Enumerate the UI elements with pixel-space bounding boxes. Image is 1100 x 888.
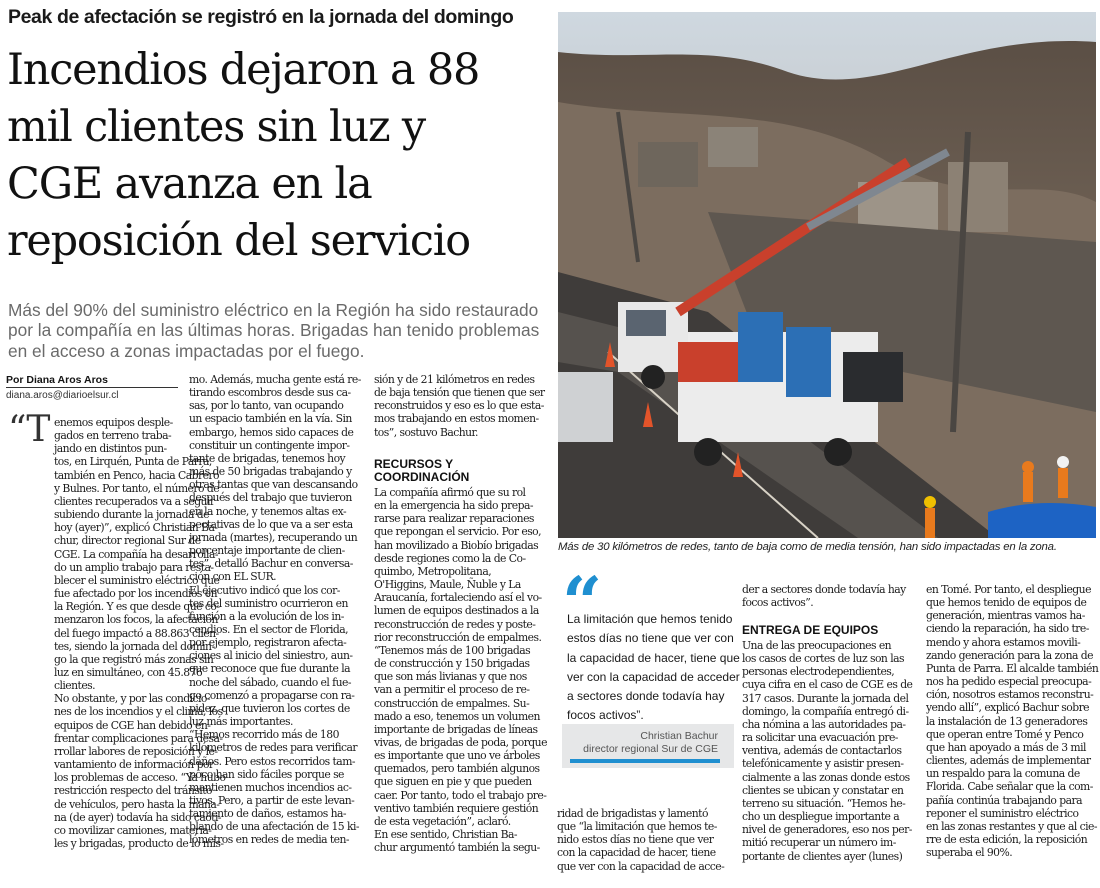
article-line: tos”, sostuvo Bachur.	[374, 425, 478, 439]
article-line: superaba el 90%.	[926, 846, 1013, 860]
article-line: los problemas de acceso. “Ya hubo	[54, 771, 226, 785]
article-column-1	[54, 416, 226, 850]
article-line: que “la limitación que hemos te-	[557, 820, 717, 834]
article-line: pectativas de lo que va a ser esta	[189, 517, 353, 531]
article-line: CGE. La compañía ha desarrolla-	[54, 547, 218, 561]
article-line: mitió recuperar un número im-	[742, 836, 896, 850]
article-line: después del trabajo que tuvieron	[189, 491, 352, 505]
article-line: cendios. En el sector de Florida,	[189, 622, 349, 636]
pull-quote	[567, 610, 740, 726]
article-line: la Región. Y es que desde que co-	[54, 600, 220, 614]
article-line: blando de una afectación de 15 ki-	[189, 820, 359, 834]
article-line: les y brigadas, producto de lo mis-	[54, 837, 224, 850]
article-line: cialmente a las zonas donde estos	[742, 770, 910, 784]
author-email[interactable]: diana.aros@diarioelsur.cl	[6, 390, 119, 401]
article-line: la instalación de 13 generadores	[926, 714, 1088, 728]
article-line: un espacio también en la vía. Sin	[189, 412, 352, 426]
article-line: portante de clientes ayer (lunes)	[742, 849, 903, 863]
article-column-6	[926, 583, 1098, 859]
article-line: noche del sábado, cuando el fue-	[189, 675, 351, 689]
article-line: de construcción y 150 brigadas	[374, 657, 530, 671]
article-line: en la noche, y tenemos altas ex-	[189, 504, 347, 518]
article-line: reconstrucción de redes y poste-	[374, 617, 536, 631]
article-line: pidez, que tuvieron los cortes de	[189, 701, 350, 715]
article-line: ra solicitar una evacuación pre-	[742, 731, 898, 745]
article-line: Florida. Cabe señalar que la com-	[926, 780, 1093, 794]
article-line: clientes se ubican y constatar en	[742, 783, 904, 797]
article-line: der a sectores donde todavía hay	[742, 583, 906, 596]
article-line: jando en distintos pun-	[54, 442, 167, 456]
article-line: reconstruidos y eso es lo que esta-	[374, 399, 544, 413]
article-line: los casos de cortes de luz son las	[742, 652, 904, 666]
pull-quote-line: estos días no tiene que ver con	[567, 631, 734, 646]
article-line: domingo, la compañía entregó di-	[742, 704, 909, 718]
article-line: ridad de brigadistas y lamentó	[557, 807, 708, 820]
article-line: co movilizar camiones, materia-	[54, 823, 212, 837]
article-column-4	[557, 807, 733, 873]
article-line: yendo allí”, explicó Bachur sobre	[926, 701, 1090, 715]
subhead-line: COORDINACIÓN	[374, 470, 470, 484]
article-line: focos activos”.	[742, 596, 814, 610]
article-line: es importante que uno ve árboles	[374, 749, 540, 763]
article-line: clientes.	[54, 679, 96, 693]
article-line: que operan entre Tomé y Penco	[926, 727, 1084, 741]
article-line: tirando escombros desde sus ca-	[189, 386, 351, 400]
article-line: La compañía afirmó que su rol	[374, 486, 526, 499]
article-line: kilómetros de redes para verificar	[189, 741, 357, 755]
pull-quote-line: la capacidad de hacer, tiene que	[567, 650, 740, 665]
article-line: sas, por lo tanto, van ocupando	[189, 399, 344, 413]
photo-caption: Más de 30 kilómetros de redes, tanto de baja como de media tensión, han sido impactadas en la zona.	[558, 541, 1057, 553]
article-line: clientes recuperados va a seguir	[54, 494, 215, 508]
article-line: porcentaje importante de clien-	[189, 544, 345, 558]
article-column-5	[742, 639, 918, 863]
article-line: 317 casos. Durante la jornada del	[742, 691, 909, 705]
article-line: constituir un contingente impor-	[189, 438, 350, 452]
article-line: nos ha pedido especial preocupa-	[926, 675, 1092, 689]
article-line: menzaron los focos, la afectación	[54, 613, 218, 627]
article-line: nido estos días no tiene que ver	[557, 833, 714, 847]
article-line: sión y de 21 kilómetros en redes	[374, 373, 535, 386]
article-line: función a la evolución de los in-	[189, 609, 344, 623]
pull-quote-line: La limitación que hemos tenido	[567, 612, 733, 626]
article-line: go la que registró más zonas sin	[54, 652, 214, 666]
headline	[7, 42, 555, 270]
article-line: quimbo, Metropolitana,	[374, 564, 492, 578]
article-line: reponer el suministro eléctrico	[926, 806, 1079, 820]
article-line: mantienen muchos incendios ac-	[189, 780, 352, 794]
article-line: embargo, hemos sido capaces de	[189, 425, 354, 439]
quote-accent-bar	[570, 759, 720, 763]
article-line: Araucanía, fortaleciendo así el vo-	[374, 591, 542, 605]
article-line: luz en simultáneo, con 45.876	[54, 665, 203, 679]
article-line: del fuego impactó a 88.863 clien-	[54, 626, 219, 640]
article-line: que hemos tenido de equipos de	[926, 596, 1087, 610]
article-line: ción, nosotros estamos reconstru-	[926, 688, 1094, 702]
article-line: rrollar labores de reposición y le-	[54, 744, 218, 758]
article-line: enemos equipos desple-	[54, 416, 173, 429]
article-line: nes de los incendios y el clima, los	[54, 705, 223, 719]
article-line: van a permitir el proceso de re-	[374, 683, 530, 697]
article-line: mo. Además, mucha gente está re-	[189, 373, 361, 386]
article-line: que son más livianas y que nos	[374, 670, 527, 684]
article-line: cho un despliegue importante a	[742, 810, 900, 824]
article-line: de baja tensión que tienen que ser	[374, 386, 545, 400]
article-line: ciendo la reparación, ha sido tre-	[926, 622, 1089, 636]
article-line: tes”, detalló Bachur en conversa-	[189, 557, 353, 571]
article-line: equipos de CGE han debido en-	[54, 718, 211, 732]
article-line: que ver con la capacidad de acce-	[557, 859, 725, 873]
article-line: chur argumentó también la segu-	[374, 841, 540, 855]
article-column-3-top	[374, 373, 550, 439]
article-line: Una de las preocupaciones en	[742, 639, 892, 652]
article-line: que repongan el servicio. Por eso,	[374, 525, 542, 539]
article-line: tes del suministro ocurrieron en	[189, 596, 348, 610]
article-line: desde regiones como la de Co-	[374, 551, 526, 565]
article-line: mendo y ahora estamos movili-	[926, 635, 1081, 649]
article-line: otras tantas que van descansando	[189, 478, 358, 492]
article-column-5-top	[742, 583, 918, 609]
quote-marks-icon: “	[562, 561, 603, 644]
deck-line: Más del 90% del suministro eléctrico en la Región ha sido restaurado	[8, 300, 539, 320]
kicker: Peak de afectación se registró en la jornada del domingo	[8, 6, 514, 28]
article-column-3	[374, 486, 550, 854]
headline-line: mil clientes sin luz y	[7, 102, 425, 152]
deck-line: por la compañía en las últimas horas. Brigadas han tenido problemas	[8, 320, 540, 341]
fire-damage-photo	[558, 12, 1096, 538]
deck-line: en el acceso a zonas impactadas por el fuego.	[8, 340, 365, 361]
article-line: un respaldo para la comuna de	[926, 767, 1080, 781]
headline-line: Incendios dejaron a 88	[7, 45, 480, 95]
article-line: terreno su situación. “Hemos he-	[742, 796, 906, 810]
article-column-2	[189, 373, 365, 847]
article-line: cuya cifra en el caso de CGE es de	[742, 678, 913, 692]
article-line: han movilizado a Biobío brigadas	[374, 538, 539, 552]
subhead-recursos	[374, 458, 469, 484]
article-line: lómetros en redes de media ten-	[189, 833, 350, 847]
pull-quote-line: a sectores donde todavía hay	[567, 689, 725, 704]
article-line: na (de ayer) todavía ha sido caóti-	[54, 810, 221, 824]
article-line: blecer el suministro eléctrico que	[54, 573, 220, 587]
article-line: tamiento de daños, estamos ha-	[189, 807, 346, 821]
article-line: telefónicamente y asistir presen-	[742, 757, 904, 771]
quote-source-role: director regional Sur de CGE	[583, 743, 718, 755]
pull-quote-line: ver con la capacidad de acceder	[567, 669, 740, 684]
article-line: que siguen en pie y que pueden	[374, 775, 532, 789]
article-line: gados en terreno traba-	[54, 429, 172, 443]
article-line: vivas, de brigadas de poda, porque	[374, 735, 547, 749]
quote-source-name: Christian Bachur	[640, 730, 718, 742]
article-line: ventiva, además de contactarlos	[742, 744, 902, 758]
article-line: rarse para realizar reparaciones	[374, 512, 534, 526]
pull-quote-line: focos activos”.	[567, 708, 644, 723]
article-line: personas electrodependientes,	[742, 665, 895, 679]
article-line: rre de esta edición, la reposición	[926, 832, 1088, 846]
article-line: tivos. Pero, a partir de este levan-	[189, 794, 355, 807]
article-line: ción con EL SUR.	[189, 570, 277, 584]
article-line: pañía continúa trabajando para	[926, 793, 1083, 807]
article-line: tes, siendo la jornada del domin-	[54, 639, 215, 653]
article-line: cha nómina a las autoridades pa-	[742, 717, 906, 731]
article-line: jornada (martes), recuperando un	[189, 530, 358, 544]
article-line: con la capacidad de hacer, tiene	[557, 846, 716, 860]
article-line: importante de brigadas de líneas	[374, 722, 538, 736]
article-line: mado a eso, tenemos un volumen	[374, 709, 540, 723]
article-line: en Tomé. Por tanto, el despliegue	[926, 583, 1091, 596]
article-line: “Tenemos más de 100 brigadas	[374, 643, 531, 657]
article-line: nivel de generadores, eso nos per-	[742, 823, 912, 837]
article-line: en las zonas restantes y que al cie-	[926, 819, 1097, 833]
article-line: hoy (ayer)”, explicó Christian Ba-	[54, 521, 218, 535]
subhead-line: RECURSOS Y	[374, 457, 454, 471]
article-line: más de 50 brigadas trabajando y	[189, 465, 352, 479]
article-line: luz más importantes.	[189, 715, 293, 729]
subhead-entrega: ENTREGA DE EQUIPOS	[742, 623, 879, 637]
article-line: chur, director regional Sur de	[54, 534, 201, 548]
article-line: clientes, además de implementar	[926, 754, 1091, 768]
article-line: En ese sentido, Christian Ba-	[374, 828, 518, 842]
article-line: también en Penco, hacia Cabrero	[54, 468, 219, 482]
article-line: subiendo durante la jornada de	[54, 508, 209, 522]
article-line: “Hemos recorrido más de 180	[189, 728, 339, 742]
article-line: que han apoyado a más de 3 mil	[926, 740, 1086, 754]
article-line: do un amplio trabajo para resta-	[54, 560, 214, 574]
photo-illustration	[558, 12, 1096, 538]
article-line: daños. Pero estos recorridos tam-	[189, 754, 355, 768]
article-line: go comenzó a propagarse con ra-	[189, 688, 355, 702]
article-line: ventivo también requiere gestión	[374, 801, 539, 815]
headline-line: reposición del servicio	[7, 216, 470, 266]
article-line: mos trabajando en estos momen-	[374, 412, 539, 426]
article-line: tos, en Lirquén, Punta de Parra,	[54, 455, 212, 469]
article-line: rior reconstrucción de empalmes.	[374, 630, 542, 644]
article-line: quemados, pero también algunos	[374, 762, 540, 776]
article-line: caer. Por tanto, todo el trabajo pre-	[374, 788, 547, 802]
article-line: y Bulnes. Por tanto, el número de	[54, 481, 220, 495]
article-line: restricción respecto del tránsito	[54, 784, 212, 798]
article-line: vantamiento de información por	[54, 758, 214, 772]
article-line: de esta vegetación”, aclaró.	[374, 814, 511, 828]
quote-source-box	[562, 724, 734, 768]
article-line: O'Higgins, Maule, Ñuble y La	[374, 578, 521, 592]
article-line: en la emergencia ha sido prepa-	[374, 499, 533, 513]
article-line: generación, mientras vamos ha-	[926, 609, 1085, 623]
article-line: lumen de equipos destinados a la	[374, 604, 539, 618]
article-line: frentar complicaciones para desa-	[54, 731, 223, 745]
article-line: de vehículos, pero hasta la maña-	[54, 797, 220, 811]
article-line: Punta de Parra. El alcalde también	[926, 661, 1099, 675]
drop-cap: “T	[8, 409, 51, 450]
article-line: poco han sido fáciles porque se	[189, 767, 344, 781]
article-line: No obstante, y por las condicio-	[54, 692, 210, 706]
article-line: por ejemplo, registraron afecta-	[189, 636, 347, 650]
article-line: ciones al inicio del siniestro, aun-	[189, 649, 353, 663]
byline: Por Diana Aros Aros	[6, 374, 178, 388]
deck	[8, 300, 548, 361]
article-line: tante de brigadas, tenemos hoy	[189, 451, 346, 465]
article-line: construcción de empalmes. Su-	[374, 696, 530, 710]
article-line: El ejecutivo indicó que los cor-	[189, 583, 340, 597]
article-line: fue afectado por los incendios en	[54, 587, 218, 601]
article-line: zando generación para la zona de	[926, 648, 1093, 662]
article-line: que reconoce que fue durante la	[189, 662, 350, 676]
headline-line: CGE avanza en la	[7, 159, 372, 209]
